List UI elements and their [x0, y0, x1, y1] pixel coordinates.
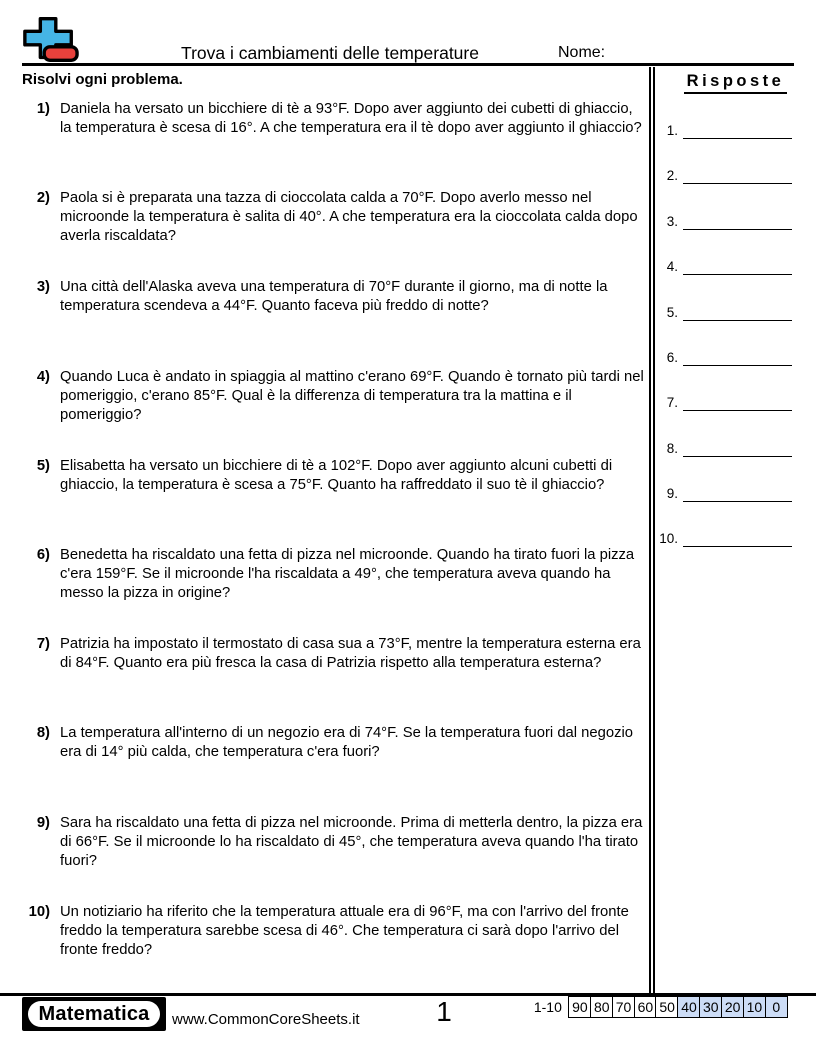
problem-text: Sara ha riscaldato una fetta di pizza nel microonde. Prima di metterla dentro, la pizza era di 66°F. Se il microonde lo ha riscaldato di 45°, che temperatura aveva quando l'ha tirato fuori? — [60, 814, 643, 869]
problem-number: 4) — [36, 368, 50, 385]
score-cell: 80 — [590, 996, 614, 1018]
answers-column — [649, 67, 816, 993]
problem-item — [22, 457, 646, 546]
answer-blank — [683, 410, 792, 411]
answer-number: 6. — [666, 350, 678, 365]
answer-blank — [683, 274, 792, 275]
problem-item — [22, 368, 646, 457]
problem-item — [22, 278, 646, 367]
answer-row — [655, 486, 816, 508]
score-cell: 50 — [655, 996, 679, 1018]
answers-title-wrap — [655, 72, 816, 94]
problem-item — [22, 189, 646, 278]
problem-text: Quando Luca è andato in spiaggia al mattino c'erano 69°F. Quando è tornato più tardi nel pomeriggio, c'erano 85°F. Qual è la differenza di temperatura tra la mattina e il pomeriggio? — [60, 368, 644, 423]
score-cell: 30 — [699, 996, 723, 1018]
problem-number: 6) — [36, 546, 50, 563]
website-url: www.CommonCoreSheets.it — [172, 1011, 360, 1028]
score-cell: 90 — [568, 996, 592, 1018]
problem-number: 10) — [28, 903, 50, 920]
score-cell: 20 — [721, 996, 745, 1018]
problem-item — [22, 635, 646, 724]
problem-number: 2) — [36, 190, 50, 207]
brand-logo — [22, 997, 166, 1031]
problem-item — [22, 814, 646, 903]
score-table-label: 1-10 — [533, 999, 562, 1015]
problem-number: 1) — [36, 101, 50, 117]
problems-list — [22, 100, 646, 992]
answer-number: 3. — [666, 214, 678, 229]
answer-row — [655, 259, 816, 281]
score-cell: 10 — [743, 996, 767, 1018]
answers-title: Risposte — [684, 72, 788, 94]
answer-blank — [683, 229, 792, 230]
answer-blank — [683, 546, 792, 547]
brand-label: Matematica — [28, 1001, 160, 1027]
answer-blank — [683, 138, 792, 139]
answer-blank — [683, 183, 792, 184]
problem-text: Un notiziario ha riferito che la temperatura attuale era di 96°F, ma con l'arrivo del fronte freddo la temperatura sarebbe scesa di 46°. Che temperatura ci sarà dopo l'arrivo del fronte freddo? — [60, 903, 629, 958]
answer-number: 4. — [666, 259, 678, 274]
page-title: Trova i cambiamenti delle temperature — [181, 43, 479, 63]
answer-row — [655, 214, 816, 236]
answer-row — [655, 395, 816, 417]
problem-item — [22, 546, 646, 635]
answer-number: 7. — [666, 395, 678, 410]
answer-blank — [683, 501, 792, 502]
problem-text: Paola si è preparata una tazza di cioccolata calda a 70°F. Dopo averlo messo nel microonde la temperatura è salita di 40°. A che temperatura era la cioccolata calda dopo averla riscaldata? — [60, 190, 638, 245]
answer-number: 8. — [666, 441, 678, 456]
score-cell: 70 — [612, 996, 636, 1018]
score-table — [534, 996, 788, 1018]
problem-number: 3) — [36, 279, 50, 296]
name-label: Nome: — [558, 44, 606, 61]
problem-item — [22, 100, 646, 189]
problem-text: Benedetta ha riscaldato una fetta di pizza nel microonde. Quando ha tirato fuori la pizza c'era 159°F. Se il microonde l'ha riscaldata a 49°, che temperatura aveva quando ha messo la pizza in origine? — [60, 546, 635, 601]
page-number: 1 — [436, 996, 452, 1027]
header-rule — [22, 63, 794, 66]
footer — [0, 993, 816, 1056]
answer-row — [655, 531, 816, 553]
instructions: Risolvi ogni problema. — [22, 71, 183, 88]
problem-text: Una città dell'Alaska aveva una temperatura di 70°F durante il giorno, ma di notte la temperatura scendeva a 44°F. Quanto faceva più freddo di notte? — [60, 279, 608, 315]
score-cell: 40 — [677, 996, 701, 1018]
answer-row — [655, 168, 816, 190]
problem-text: La temperatura all'interno di un negozio era di 74°F. Se la temperatura fuori dal negozio era di 14° più calda, che temperatura c'era fuori? — [60, 725, 634, 761]
problem-text: Patrizia ha impostato il termostato di casa sua a 73°F, mentre la temperatura esterna era di 84°F. Quanto era più fresca la casa di Patrizia rispetto alla temperatura esterna? — [60, 636, 641, 672]
problem-number: 5) — [36, 457, 50, 474]
content — [0, 67, 816, 993]
answer-row — [655, 441, 816, 463]
plus-minus-logo-icon — [21, 15, 79, 65]
answer-number: 1. — [666, 123, 678, 138]
answer-number: 2. — [666, 168, 678, 183]
answer-row — [655, 350, 816, 372]
answer-number: 5. — [666, 305, 678, 320]
answer-row — [655, 305, 816, 327]
answer-number: 10. — [659, 531, 678, 546]
problems-column — [0, 67, 649, 993]
answer-blank — [683, 456, 792, 457]
problem-text: Daniela ha versato un bicchiere di tè a 93°F. Dopo aver aggiunto dei cubetti di ghiaccio, la temperatura è scesa di 16°. A che temperatura era il tè dopo aver aggiunto il ghiaccio? — [60, 101, 642, 136]
problem-number: 7) — [36, 636, 50, 653]
problem-item — [22, 724, 646, 813]
problem-text: Elisabetta ha versato un bicchiere di tè a 102°F. Dopo aver aggiunto alcuni cubetti di ghiaccio, la temperatura è scesa a 75°F. Quanto ha raffreddato il suo tè il ghiaccio? — [60, 457, 613, 493]
header — [0, 0, 816, 67]
answer-blank — [683, 365, 792, 366]
problem-number: 9) — [36, 814, 50, 831]
score-cell: 60 — [634, 996, 658, 1018]
answer-blank — [683, 320, 792, 321]
answer-row — [655, 123, 816, 145]
problem-item — [22, 903, 646, 992]
problem-number: 8) — [36, 725, 50, 742]
score-cell: 0 — [765, 996, 789, 1018]
answer-number: 9. — [666, 486, 678, 501]
